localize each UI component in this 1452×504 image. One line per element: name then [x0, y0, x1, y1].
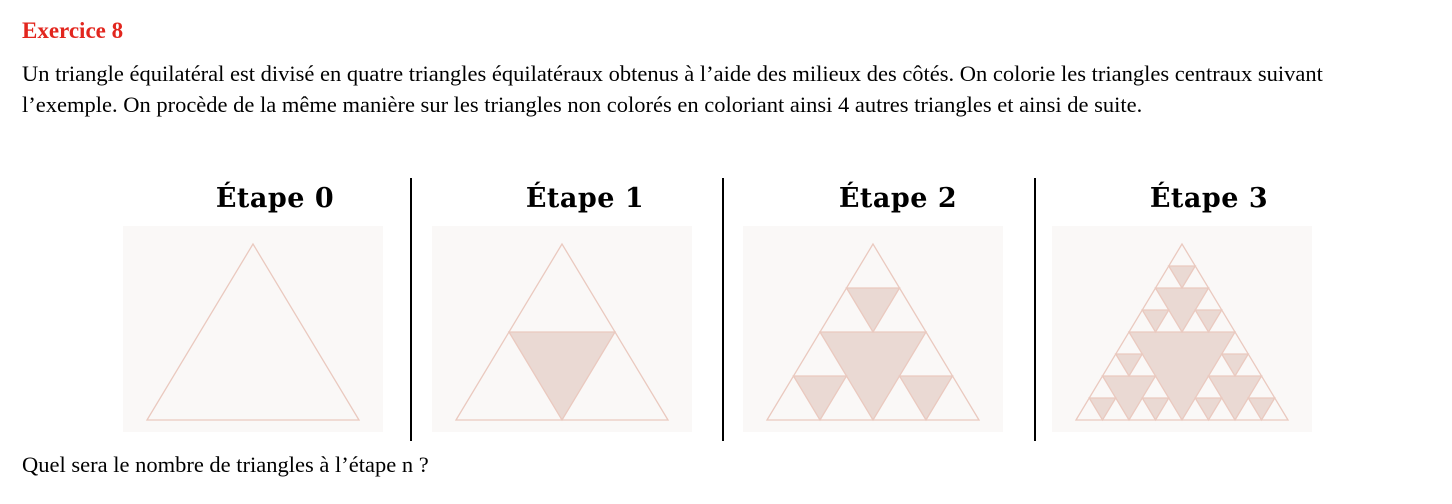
colored-triangle: [1248, 398, 1275, 420]
sierpinski-triangle-3: [1052, 226, 1312, 432]
outer-triangle: [147, 244, 359, 420]
colored-triangle: [900, 376, 953, 420]
sierpinski-triangle-2: [743, 226, 1003, 432]
separator-line: [722, 178, 724, 441]
sierpinski-triangle-0: [123, 226, 383, 432]
stage-figure-0: [123, 226, 383, 432]
separator-line: [1034, 178, 1036, 441]
sierpinski-triangle-1: [432, 226, 692, 432]
stage-label-2: Étape 2: [838, 183, 958, 214]
exercise-statement: Un triangle équilatéral est divisé en quatre triangles équilatéraux obtenus à l’aide des milieux des côtés. On colorie les triangles centraux suivant l’exemple. On procède de la même manière sur les triangles non colorés en coloriant ainsi 4 autres triangles et ainsi de suite.: [22, 61, 1323, 117]
stage-label-1: Étape 1: [525, 183, 645, 214]
colored-triangle: [1169, 266, 1196, 288]
exercise-question: Quel sera le nombre de triangles à l’étape n ?: [22, 452, 429, 477]
stage-figure-2: [743, 226, 1003, 432]
colored-triangle: [1222, 354, 1249, 376]
colored-triangle: [1142, 398, 1169, 420]
separator-line: [410, 178, 412, 441]
stage-figure-3: [1052, 226, 1312, 432]
colored-triangle: [1116, 354, 1143, 376]
colored-triangle: [794, 376, 847, 420]
colored-triangle: [1195, 310, 1222, 332]
colored-triangle: [1089, 398, 1116, 420]
stage-label-0: Étape 0: [215, 183, 335, 214]
colored-triangle: [1195, 398, 1222, 420]
colored-triangle: [509, 332, 615, 420]
stage-label-3: Étape 3: [1149, 183, 1269, 214]
exercise-title: Exercice 8: [22, 18, 124, 43]
colored-triangle: [1142, 310, 1169, 332]
stage-figure-1: [432, 226, 692, 432]
colored-triangle: [847, 288, 900, 332]
